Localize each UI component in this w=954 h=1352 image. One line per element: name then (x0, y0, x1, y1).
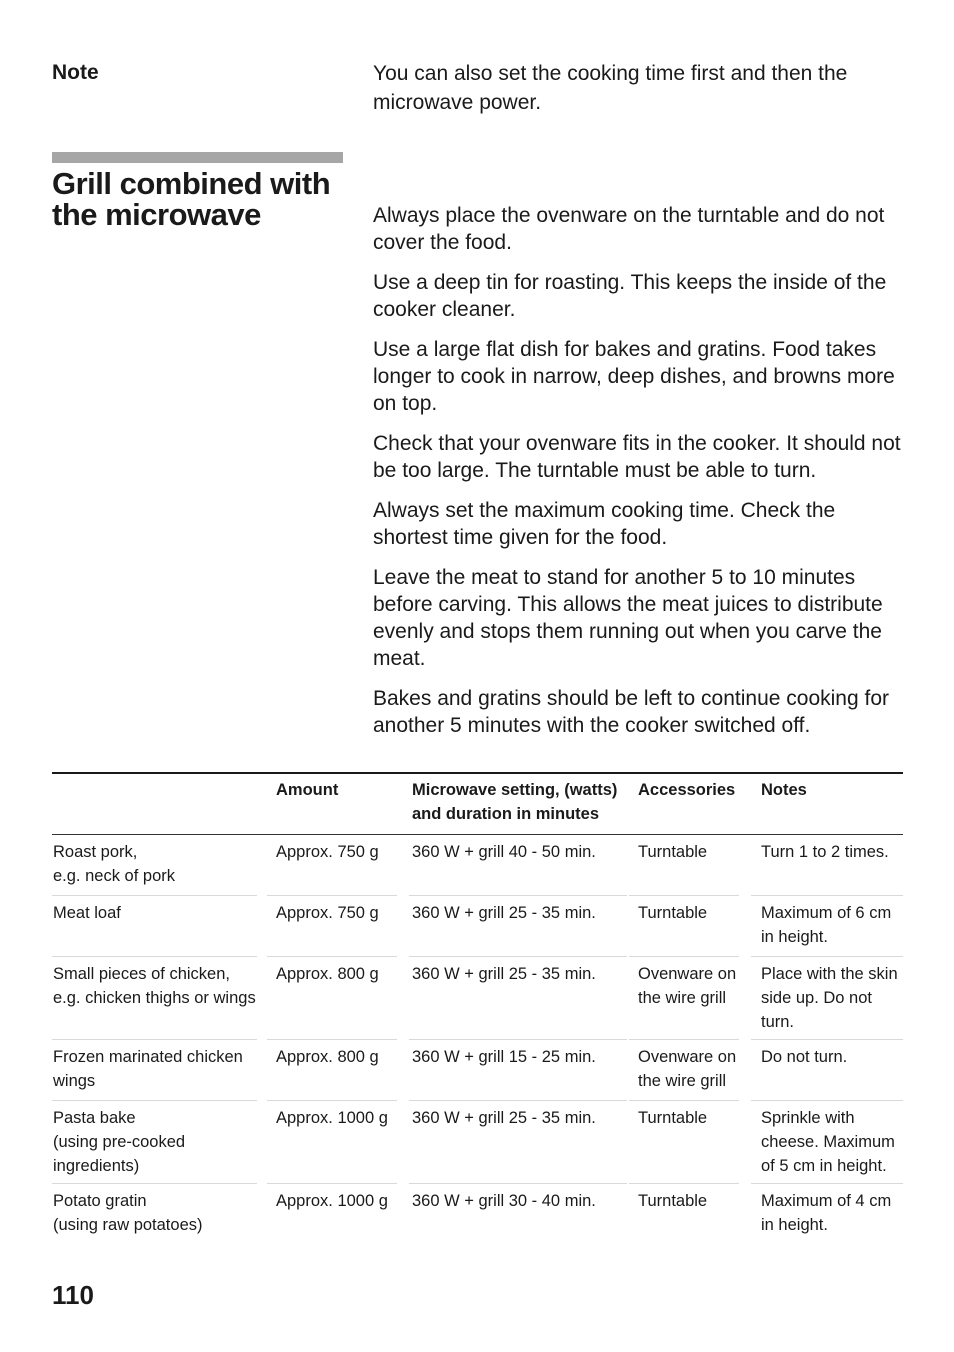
cell-setting: 360 W + grill 25 - 35 min. (412, 904, 596, 922)
cell-dish: Frozen marinated chicken wings (53, 1048, 243, 1090)
cell-dish: Small pieces of chicken, e.g. chicken thighs or wings (53, 965, 256, 1007)
cell-dish: Pasta bake (using pre-cooked ingredients) (53, 1109, 186, 1175)
cell-notes: Sprinkle with cheese. Maximum of 5 cm in height. (761, 1109, 895, 1175)
cell-setting: 360 W + grill 25 - 35 min. (412, 965, 596, 983)
cell-dish: Roast pork, e.g. neck of pork (53, 843, 175, 885)
cell-setting: 360 W + grill 25 - 35 min. (412, 1109, 596, 1127)
table-row (52, 1040, 903, 1101)
cell-setting: 360 W + grill 30 - 40 min. (412, 1192, 596, 1210)
section-heading: Grill combined with the microwave (52, 166, 331, 232)
paragraph-bakes-gratins: Bakes and gratins should be left to continue cooking for another 5 minutes with the cooker switched off. (373, 687, 889, 737)
cell-accessories: Turntable (638, 904, 708, 922)
cell-notes: Do not turn. (761, 1048, 848, 1066)
paragraph-meat-stand: Leave the meat to stand for another 5 to 10 minutes before carving. This allows the meat juices to distribute evenly and stops them running out when you carve the meat. (373, 566, 883, 670)
cell-accessories: Turntable (638, 1192, 708, 1210)
cell-amount: Approx. 750 g (276, 843, 379, 861)
cell-setting: 360 W + grill 15 - 25 min. (412, 1048, 596, 1066)
cell-accessories: Ovenware on the wire grill (638, 965, 737, 1007)
paragraph-ovenware-fit: Check that your ovenware fits in the cooker. It should not be too large. The turntable must be able to turn. (373, 432, 901, 482)
cell-dish: Potato gratin (using raw potatoes) (53, 1192, 203, 1234)
cell-amount: Approx. 1000 g (276, 1109, 388, 1127)
cell-notes: Maximum of 4 cm in height. (761, 1192, 892, 1234)
paragraph-flat-dish: Use a large flat dish for bakes and gratins. Food takes longer to cook in narrow, deep dishes, and browns more on top. (373, 338, 895, 415)
cell-notes: Turn 1 to 2 times. (761, 843, 889, 861)
body-text (373, 202, 903, 752)
header-microwave-setting: Microwave setting, (watts) and duration in minutes (412, 781, 618, 823)
cell-notes: Maximum of 6 cm in height. (761, 904, 892, 946)
header-notes: Notes (761, 781, 807, 799)
cell-accessories: Ovenware on the wire grill (638, 1048, 737, 1090)
table-top-rule (52, 772, 903, 774)
table-row (52, 957, 903, 1040)
cell-amount: Approx. 800 g (276, 1048, 379, 1066)
cell-notes: Place with the skin side up. Do not turn. (761, 965, 898, 1031)
table-row (52, 896, 903, 957)
note-text: You can also set the cooking time first and then the microwave power. (373, 62, 848, 114)
header-accessories: Accessories (638, 781, 736, 799)
table-row (52, 1184, 903, 1245)
cell-accessories: Turntable (638, 1109, 708, 1127)
paragraph-max-time: Always set the maximum cooking time. Check the shortest time given for the food. (373, 499, 836, 549)
cell-amount: Approx. 1000 g (276, 1192, 388, 1210)
cell-accessories: Turntable (638, 843, 708, 861)
paragraph-ovenware-turntable: Always place the ovenware on the turntable and do not cover the food. (373, 204, 885, 254)
cell-setting: 360 W + grill 40 - 50 min. (412, 843, 596, 861)
table-row (52, 835, 903, 896)
cell-amount: Approx. 750 g (276, 904, 379, 922)
table-body (52, 835, 903, 1245)
header-amount: Amount (276, 781, 339, 799)
cell-dish: Meat loaf (53, 904, 121, 922)
table-row (52, 1101, 903, 1184)
note-label: Note (52, 61, 99, 84)
paragraph-deep-tin: Use a deep tin for roasting. This keeps the inside of the cooker cleaner. (373, 271, 887, 321)
section-bar (52, 152, 343, 163)
cell-amount: Approx. 800 g (276, 965, 379, 983)
page-number: 110 (52, 1280, 94, 1310)
